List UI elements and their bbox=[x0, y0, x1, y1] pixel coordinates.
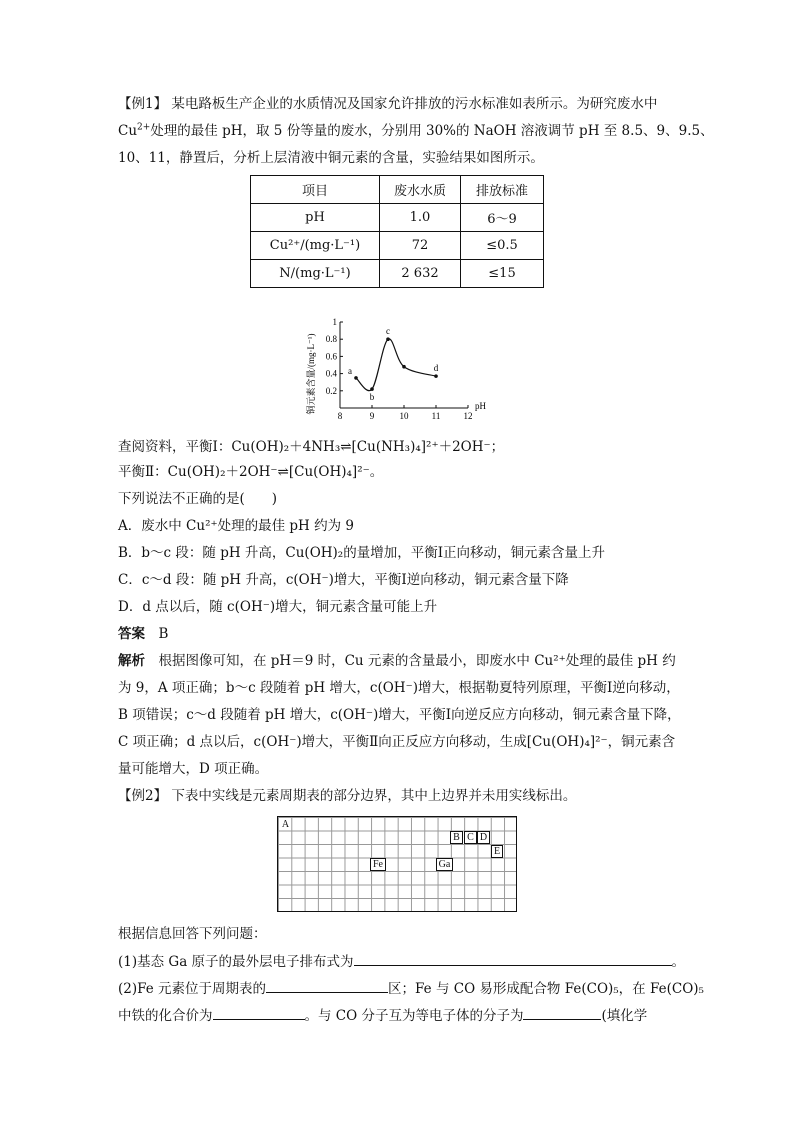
point-label-d: d bbox=[433, 363, 439, 374]
periodic-table-grid bbox=[277, 816, 517, 912]
option-d: D．d 点以后，随 c(OH⁻)增大，铜元素含量可能上升 bbox=[118, 599, 438, 615]
question3-text-c: (填化学 bbox=[601, 1008, 648, 1024]
option-c: C．c～d 段：随 pH 升高，c(OH⁻)增大，平衡Ⅰ逆向移动，铜元素含量下降 bbox=[118, 572, 569, 588]
query-line2: 平衡Ⅱ：Cu(OH)₂＋2OH⁻⇌[Cu(OH)₄]²⁻。 bbox=[118, 464, 384, 480]
header-item: 项目 bbox=[251, 176, 380, 204]
example1-line3: 10、11，静置后，分析上层清液中铜元素的含量，实验结果如图所示。 bbox=[118, 150, 544, 166]
analysis-label: 解析 bbox=[118, 653, 145, 669]
example2-title: 【例2】 下表中实线是元素周期表的部分边界，其中上边界并未用实线标出。 bbox=[118, 788, 577, 804]
question1 bbox=[118, 951, 686, 972]
x-tick-label: 10 bbox=[399, 411, 409, 421]
y-tick-label: 0.8 bbox=[325, 334, 337, 345]
option-b: B．b～c 段：随 pH 升高，Cu(OH)₂的量增加，平衡Ⅰ正向移动，铜元素含量上升 bbox=[118, 545, 606, 561]
data-point bbox=[370, 387, 374, 391]
x-tick-label: 8 bbox=[337, 411, 343, 421]
point-label-b: b bbox=[369, 392, 375, 403]
question2-text-a: (2)Fe 元素位于周期表的 bbox=[118, 981, 267, 997]
analysis-line1 bbox=[118, 651, 678, 671]
table-cell: 2 632 bbox=[380, 260, 461, 288]
table-row bbox=[251, 232, 544, 260]
table-row bbox=[251, 204, 544, 232]
y-tick-label: 1 bbox=[332, 317, 337, 327]
cu-symbol: Cu bbox=[118, 123, 138, 139]
question1-text: (1)基态 Ga 原子的最外层电子排布式为 bbox=[118, 954, 354, 970]
table-header-row bbox=[251, 176, 544, 204]
header-wastewater: 废水水质 bbox=[380, 176, 461, 204]
table-cell: pH bbox=[251, 204, 380, 232]
data-point bbox=[434, 374, 438, 378]
question3-text-a: 中铁的化合价为 bbox=[118, 1008, 213, 1024]
element-d: D bbox=[477, 831, 490, 844]
y-axis-label: 铜元素含量/(mg·L⁻¹) bbox=[306, 333, 316, 415]
element-c: C bbox=[464, 831, 477, 844]
y-tick-label: 0.6 bbox=[325, 351, 337, 362]
table-cell: 1.0 bbox=[380, 204, 461, 232]
element-ga: Ga bbox=[436, 858, 453, 871]
x-tick-label: 9 bbox=[369, 411, 375, 421]
data-point bbox=[402, 365, 406, 369]
question1-end: 。 bbox=[671, 954, 686, 970]
analysis-line3: B 项错误；c～d 段随着 pH 增大，c(OH⁻)增大，平衡Ⅰ向逆反应方向移动，铜元素含量下降， bbox=[118, 707, 681, 723]
table-cell: Cu²⁺/(mg·L⁻¹) bbox=[251, 232, 380, 260]
x-tick-label: 12 bbox=[463, 411, 473, 421]
cu-charge: 2+ bbox=[137, 122, 151, 133]
data-point bbox=[354, 376, 358, 380]
copper-content-curve bbox=[356, 339, 436, 391]
query-line1: 查阅资料，平衡Ⅰ：Cu(OH)₂＋4NH₃⇌[Cu(NH₃)₄]²⁺＋2OH⁻； bbox=[118, 439, 505, 455]
analysis-line5: 量可能增大，D 项正确。 bbox=[118, 761, 269, 777]
x-tick-label: 11 bbox=[431, 411, 441, 421]
element-e: E bbox=[491, 845, 503, 858]
question2 bbox=[118, 978, 704, 999]
table-row bbox=[251, 260, 544, 288]
y-tick-label: 0.4 bbox=[325, 368, 337, 379]
table-cell: 6～9 bbox=[461, 204, 544, 232]
example1-line2-rest: 处理的最佳 pH，取 5 份等量的废水，分别用 30%的 NaOH 溶液调节 pH 至 8.5、9、9.5、 bbox=[150, 123, 714, 139]
question-stem: 下列说法不正确的是( ) bbox=[118, 491, 278, 507]
table-cell: ≤15 bbox=[461, 260, 544, 288]
question3 bbox=[118, 1005, 678, 1026]
table-cell: 72 bbox=[380, 232, 461, 260]
analysis-line4: C 项正确；d 点以后，c(OH⁻)增大，平衡Ⅱ向正反应方向移动，生成[Cu(OH)₄]²⁻，铜元素含 bbox=[118, 734, 676, 750]
data-point bbox=[386, 337, 390, 341]
answer-label: 答案 bbox=[118, 626, 145, 642]
y-tick-label: 0.2 bbox=[325, 385, 337, 396]
example1-line2 bbox=[118, 121, 714, 141]
option-a: A．废水中 Cu²⁺处理的最佳 pH 约为 9 bbox=[118, 518, 354, 534]
answer-blank-1[interactable] bbox=[354, 951, 672, 966]
water-quality-table bbox=[250, 175, 544, 288]
analysis-line2: 为 9，A 项正确；b～c 段随着 pH 增大，c(OH⁻)增大，根据勒夏特列原理，平衡Ⅰ逆向移动， bbox=[118, 680, 680, 696]
question-prompt: 根据信息回答下列问题： bbox=[118, 926, 267, 942]
x-axis-label: pH bbox=[475, 401, 486, 411]
example1-line1: 【例1】 某电路板生产企业的水质情况及国家允许排放的污水标准如表所示。为研究废水中 bbox=[118, 96, 658, 112]
element-fe: Fe bbox=[370, 858, 386, 871]
copper-content-chart bbox=[300, 312, 500, 430]
question2-text-b: 区；Fe 与 CO 易形成配合物 Fe(CO)₅，在 Fe(CO)₅ bbox=[388, 981, 704, 997]
answer-blank-3[interactable] bbox=[213, 1005, 305, 1020]
table-cell: N/(mg·L⁻¹) bbox=[251, 260, 380, 288]
header-standard: 排放标准 bbox=[461, 176, 544, 204]
table-cell: ≤0.5 bbox=[461, 232, 544, 260]
answer-blank-4[interactable] bbox=[523, 1005, 601, 1020]
answer-value: B bbox=[158, 626, 169, 642]
element-b: B bbox=[450, 831, 463, 844]
point-label-a: a bbox=[348, 365, 352, 376]
element-a: A bbox=[281, 819, 290, 830]
answer-line bbox=[118, 624, 678, 644]
analysis-text: 根据图像可知，在 pH＝9 时，Cu 元素的含量最小，即废水中 Cu²⁺处理的最佳 pH 约 bbox=[158, 653, 676, 669]
point-label-c: c bbox=[386, 326, 390, 337]
question3-text-b: 。与 CO 分子互为等电子体的分子为 bbox=[304, 1008, 524, 1024]
answer-blank-2[interactable] bbox=[266, 978, 388, 993]
